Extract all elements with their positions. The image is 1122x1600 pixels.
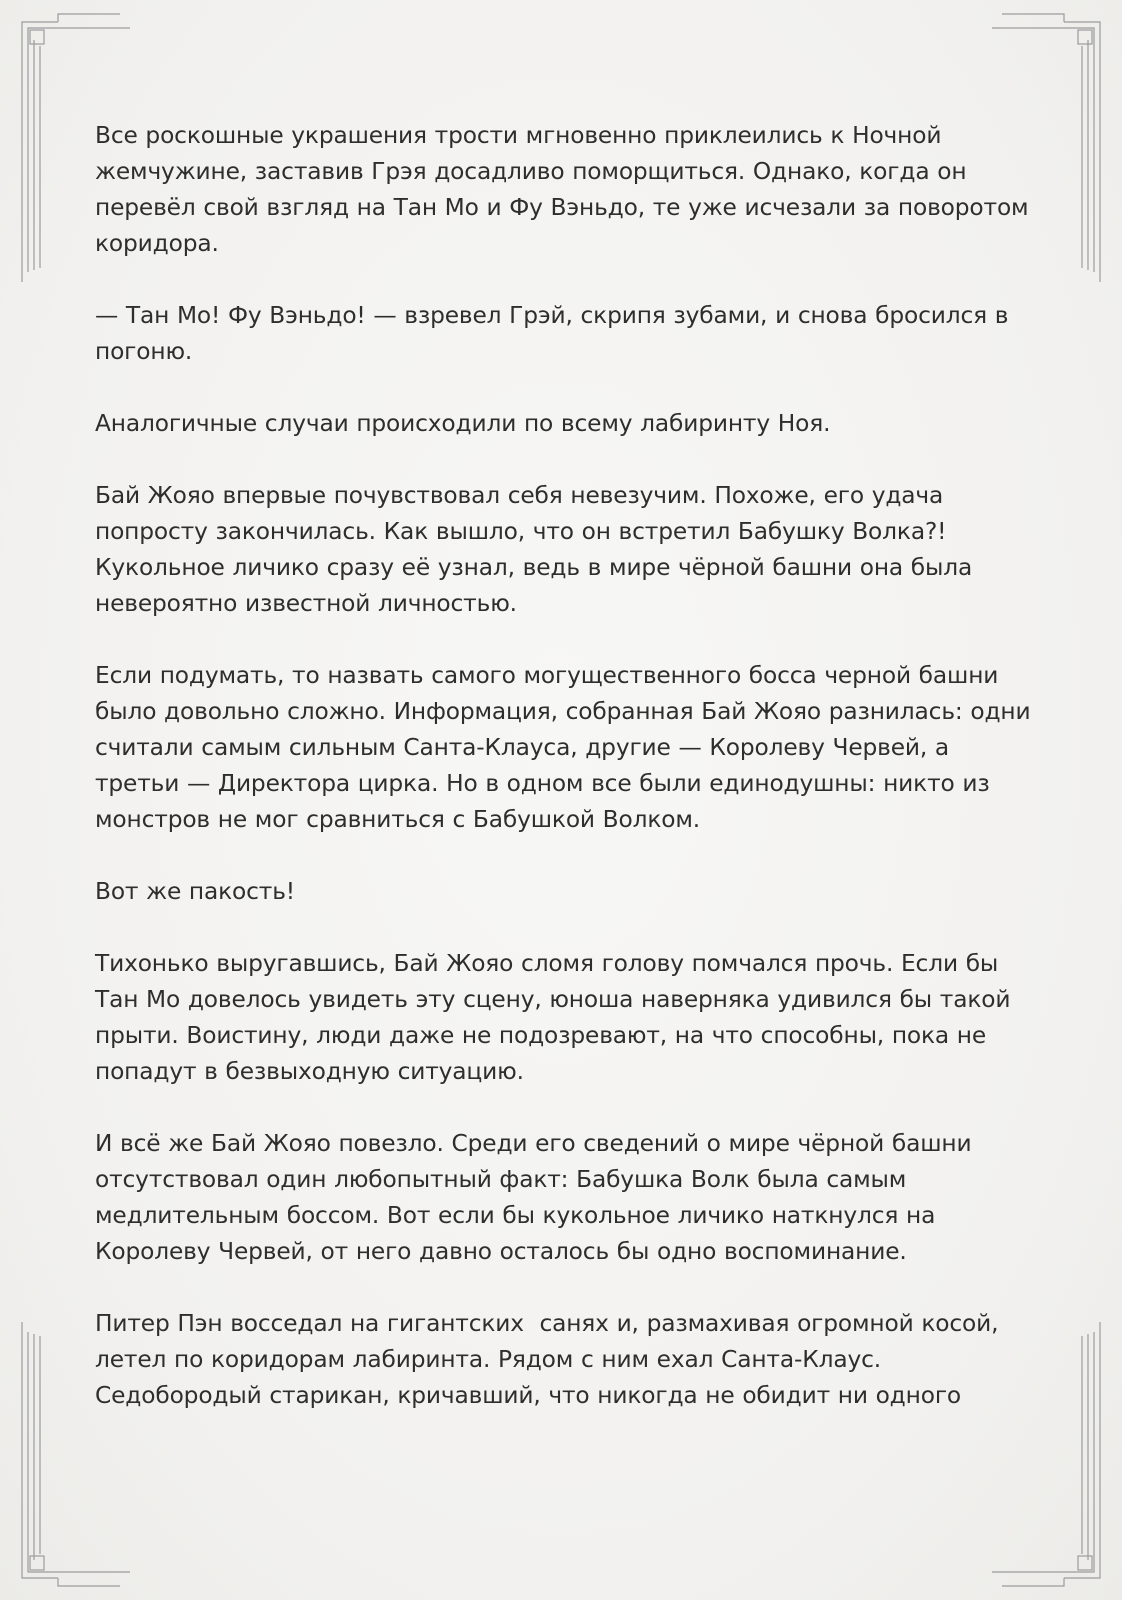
paragraph: — Тан Мо! Фу Вэньдо! — взревел Грэй, скрипя зубами, и снова бросился в погоню.: [95, 302, 1017, 365]
paragraph: Вот же пакость!: [95, 878, 295, 905]
document-body: [95, 118, 1039, 1450]
paragraph: Все роскошные украшения трости мгновенно приклеились к Ночной жемчужине, заставив Грэя досадливо поморщиться. Однако, когда он перевёл свой взгляд на Тан Мо и Фу Вэньдо, те уже исчезали за поворотом коридора.: [95, 122, 1037, 257]
paragraph: Аналогичные случаи происходили по всему лабиринту Ноя.: [95, 410, 831, 437]
paragraph: Тихонько выругавшись, Бай Жояо сломя голову помчался прочь. Если бы Тан Мо довелось увидеть эту сцену, юноша наверняка удивился бы такой прыти. Воистину, люди даже не подозревают, на что способны, пока не попадут в безвыходную ситуацию.: [95, 950, 1019, 1085]
paragraph: И всё же Бай Жояо повезло. Среди его сведений о мире чёрной башни отсутствовал один любопытный факт: Бабушка Волк была самым медлительным боссом. Вот если бы кукольное личико наткнулся на Королеву Червей, от него давно осталось бы одно воспоминание.: [95, 1130, 980, 1265]
paragraph: Бай Жояо впервые почувствовал себя невезучим. Похоже, его удача попросту закончилась. Как вышло, что он встретил Бабушку Волка?! Кукольное личико сразу её узнал, ведь в мире чёрной башни она была невероятно известной личностью.: [95, 482, 980, 617]
paragraph: Питер Пэн восседал на гигантских санях и, размахивая огромной косой, летел по коридорам лабиринта. Рядом с ним ехал Санта-Клаус. Седобородый старикан, кричавший, что никогда не обидит ни одного: [95, 1310, 1007, 1409]
paragraph: Если подумать, то назвать самого могущественного босса черной башни было довольно сложно. Информация, собранная Бай Жояо разнилась: одни считали самым сильным Санта-Клауса, другие — Королеву Червей, а третьи — Директора цирка. Но в одном все были единодушны: никто из монстров не мог сравниться с Бабушкой Волком.: [95, 662, 1039, 833]
